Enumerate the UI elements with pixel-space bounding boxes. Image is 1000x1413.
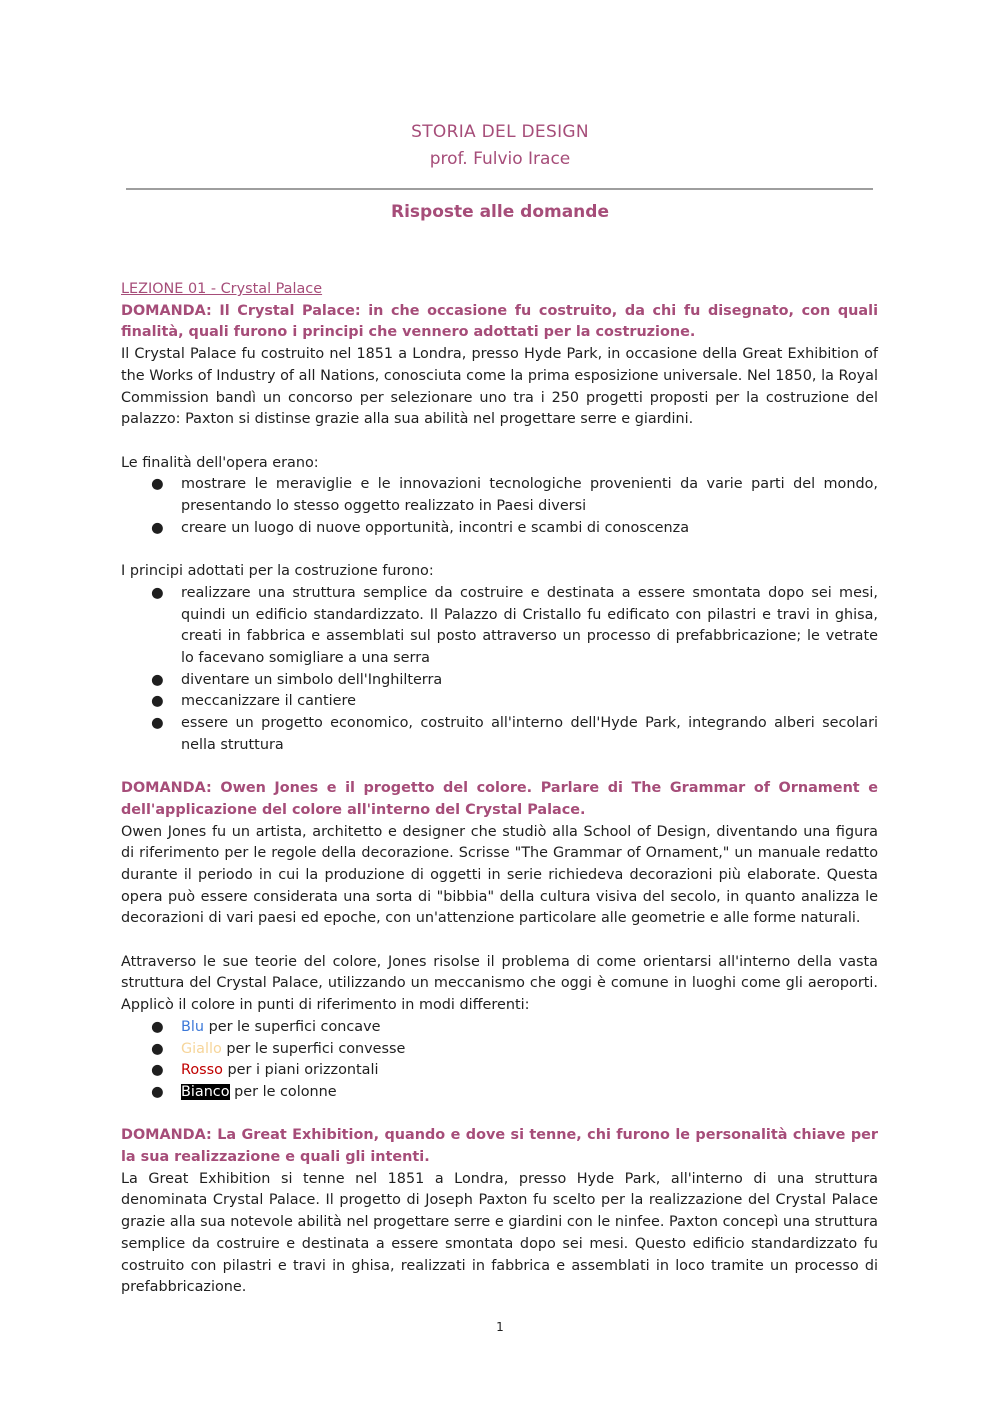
list-item: ● meccanizzare il cantiere <box>121 691 878 713</box>
header-divider <box>126 188 873 190</box>
document-header <box>0 119 1000 173</box>
document-body <box>121 279 878 1299</box>
aims-intro: Le finalità dell'opera erano: <box>121 454 319 471</box>
bullet-icon: ● <box>151 671 164 688</box>
document-subtitle: Risposte alle domande <box>391 202 609 222</box>
lesson-heading: LEZIONE 01 - Crystal Palace <box>121 281 323 297</box>
color-word-blue: Blu <box>181 1018 204 1035</box>
question-3: DOMANDA: La Great Exhibition, quando e dove si tenne, chi furono le personalità chiave per la sua realizzazione e quali gli intenti. <box>121 1127 878 1166</box>
principles-list <box>121 583 878 757</box>
color-list <box>121 1017 878 1104</box>
list-item: ● Giallo per le superfici convesse <box>121 1039 878 1061</box>
color-word-red: Rosso <box>181 1062 223 1079</box>
list-item: ● essere un progetto economico, costruito all'interno dell'Hyde Park, integrando alberi secolari nella struttura <box>151 715 878 753</box>
answer-2-paragraph-1: Owen Jones fu un artista, architetto e designer che studiò alla School of Design, diventando una figura di riferimento per le regole della decorazione. Scrisse "The Grammar of Ornament," un manuale redatto durante il periodo in cui la produzione di oggetti in serie richiedeva decorazioni più elaborate. Questa opera può essere considerata una sorta di "bibbia" della cultura visiva del secolo, in quanto analizza le decorazioni di vari paesi ed epoche, con un'attenzione particolare alle geometrie e alle forme naturali. <box>121 823 878 927</box>
question-1: DOMANDA: Il Crystal Palace: in che occasione fu costruito, da chi fu disegnato, con quali finalità, quali furono i principi che vennero adottati per la costruzione. <box>121 302 878 341</box>
list-item: ● realizzare una struttura semplice da costruire e destinata a essere smontata dopo sei mesi, quindi un edificio standardizzato. Il Palazzo di Cristallo fu edificato con pilastri e travi in ghisa, creati in fabbrica e assemblati sul posto attraverso un processo di prefabbricazione; le vetrate lo facevano somigliare a una serra <box>151 584 878 666</box>
course-title: STORIA DEL DESIGN <box>411 122 589 142</box>
list-item: ● Blu per le superfici concave <box>121 1017 878 1039</box>
bullet-icon: ● <box>151 1083 164 1100</box>
answer-2-paragraph-2: Attraverso le sue teorie del colore, Jones risolse il problema di come orientarsi all'interno della vasta struttura del Crystal Palace, utilizzando un meccanismo che oggi è comune in luoghi come gli aeroporti. Applicò il colore in punti di riferimento in modi differenti: <box>121 953 878 1014</box>
bullet-icon: ● <box>151 584 164 601</box>
professor-name: prof. Fulvio Irace <box>429 149 571 169</box>
list-item: ● creare un luogo di nuove opportunità, incontri e scambi di conoscenza <box>121 518 878 540</box>
bullet-icon: ● <box>151 1018 164 1035</box>
color-word-white: Bianco <box>181 1083 230 1100</box>
page-number: 1 <box>496 1320 504 1334</box>
bullet-icon: ● <box>151 693 164 710</box>
list-item: ● Bianco per le colonne <box>121 1082 878 1104</box>
bullet-icon: ● <box>151 1040 164 1057</box>
question-2: DOMANDA: Owen Jones e il progetto del colore. Parlare di The Grammar of Ornament e dell'applicazione del colore all'interno del Crystal Palace. <box>121 780 878 818</box>
bullet-icon: ● <box>151 476 164 493</box>
aims-list <box>121 474 878 539</box>
list-item: ● Rosso per i piani orizzontali <box>121 1060 878 1082</box>
answer-1-paragraph: Il Crystal Palace fu costruito nel 1851 a Londra, presso Hyde Park, in occasione della Great Exhibition of the Works of Industry of all Nations, conosciuta come la prima esposizione universale. Nel 1850, la Royal Commission bandì un concorso per selezionare uno tra i 250 progetti proposti per la costruzione del palazzo: Paxton si distinse grazie alla sua abilità nel progettare serre e giardini. <box>121 346 878 428</box>
bullet-icon: ● <box>151 519 164 536</box>
color-word-yellow: Giallo <box>181 1040 222 1057</box>
list-item: ● mostrare le meraviglie e le innovazioni tecnologiche provenienti da varie parti del mondo, presentando lo stesso oggetto realizzato in Paesi diversi <box>151 476 878 515</box>
list-item: ● diventare un simbolo dell'Inghilterra <box>121 670 878 692</box>
principles-intro: I principi adottati per la costruzione furono: <box>121 563 434 580</box>
bullet-icon: ● <box>151 715 164 732</box>
answer-3-paragraph: La Great Exhibition si tenne nel 1851 a Londra, presso Hyde Park, all'interno di una struttura denominata Crystal Palace. Il progetto di Joseph Paxton fu scelto per la realizzazione del Crystal Palace grazie alla sua notevole abilità nel progettare serre e giardini con le ninfee. Paxton concepì una struttura semplice da costruire e destinata a essere smontata dopo sei mesi. Questo edificio standardizzato fu costruito con pilastri e travi in ghisa, realizzati in fabbrica e assemblati in loco tramite un processo di prefabbricazione. <box>121 1170 878 1296</box>
bullet-icon: ● <box>151 1062 164 1079</box>
